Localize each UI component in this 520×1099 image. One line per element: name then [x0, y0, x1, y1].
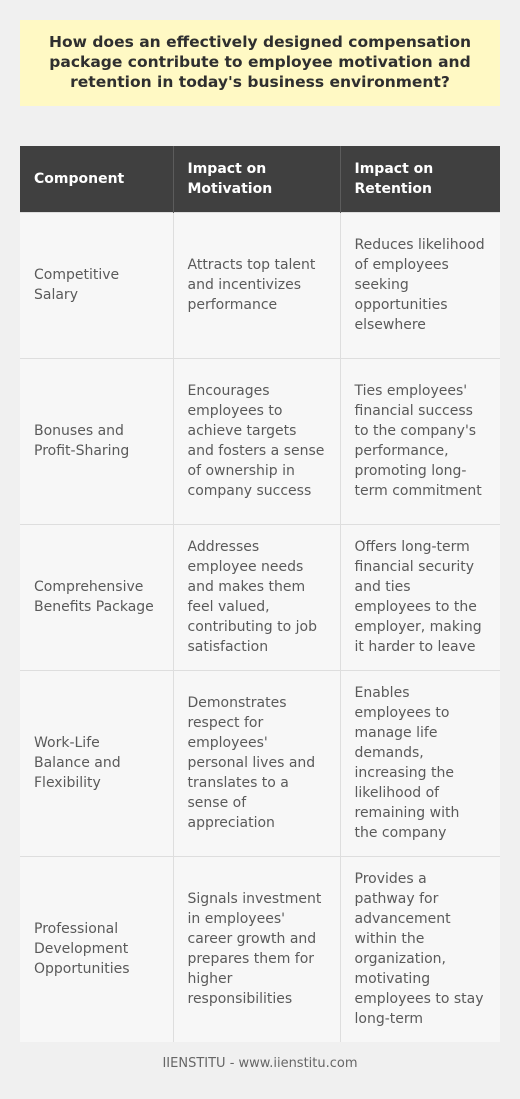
table-header: [20, 146, 500, 212]
cell-retention: Provides a pathway for advancement within the organization, motivating employees to stay long-term: [340, 856, 500, 1042]
table-row: [20, 856, 500, 1042]
footer-credit: IIENSTITU - www.iienstitu.com: [162, 1056, 358, 1071]
table-body: [20, 212, 500, 1042]
header-component: Component: [20, 146, 173, 212]
cell-motivation: Attracts top talent and incentivizes performance: [173, 212, 340, 358]
cell-component: Bonuses and Profit-Sharing: [20, 358, 173, 524]
cell-motivation: Demonstrates respect for employees' personal lives and translates to a sense of appreciation: [173, 670, 340, 856]
cell-component: Comprehensive Benefits Package: [20, 524, 173, 670]
cell-component: Work-Life Balance and Flexibility: [20, 670, 173, 856]
table-header-row: [20, 146, 500, 212]
cell-retention: Ties employees' financial success to the company's performance, promoting long-term commitment: [340, 358, 500, 524]
cell-motivation: Encourages employees to achieve targets and fosters a sense of ownership in company success: [173, 358, 340, 524]
question-heading: How does an effectively designed compensation package contribute to employee motivation and retention in today's business environment?: [48, 33, 472, 91]
cell-component: Professional Development Opportunities: [20, 856, 173, 1042]
cell-retention: Offers long-term financial security and ties employees to the employer, making it harder to leave: [340, 524, 500, 670]
table-row: [20, 358, 500, 524]
cell-retention: Enables employees to manage life demands, increasing the likelihood of remaining with the company: [340, 670, 500, 856]
cell-retention: Reduces likelihood of employees seeking opportunities elsewhere: [340, 212, 500, 358]
table-row: [20, 524, 500, 670]
question-box: [20, 20, 500, 106]
table-row: [20, 670, 500, 856]
cell-motivation: Addresses employee needs and makes them feel valued, contributing to job satisfaction: [173, 524, 340, 670]
header-retention: Impact on Retention: [340, 146, 500, 212]
header-motivation: Impact on Motivation: [173, 146, 340, 212]
cell-motivation: Signals investment in employees' career growth and prepares them for higher responsibilities: [173, 856, 340, 1042]
compensation-table: [20, 146, 500, 1042]
cell-component: Competitive Salary: [20, 212, 173, 358]
table-row: [20, 212, 500, 358]
